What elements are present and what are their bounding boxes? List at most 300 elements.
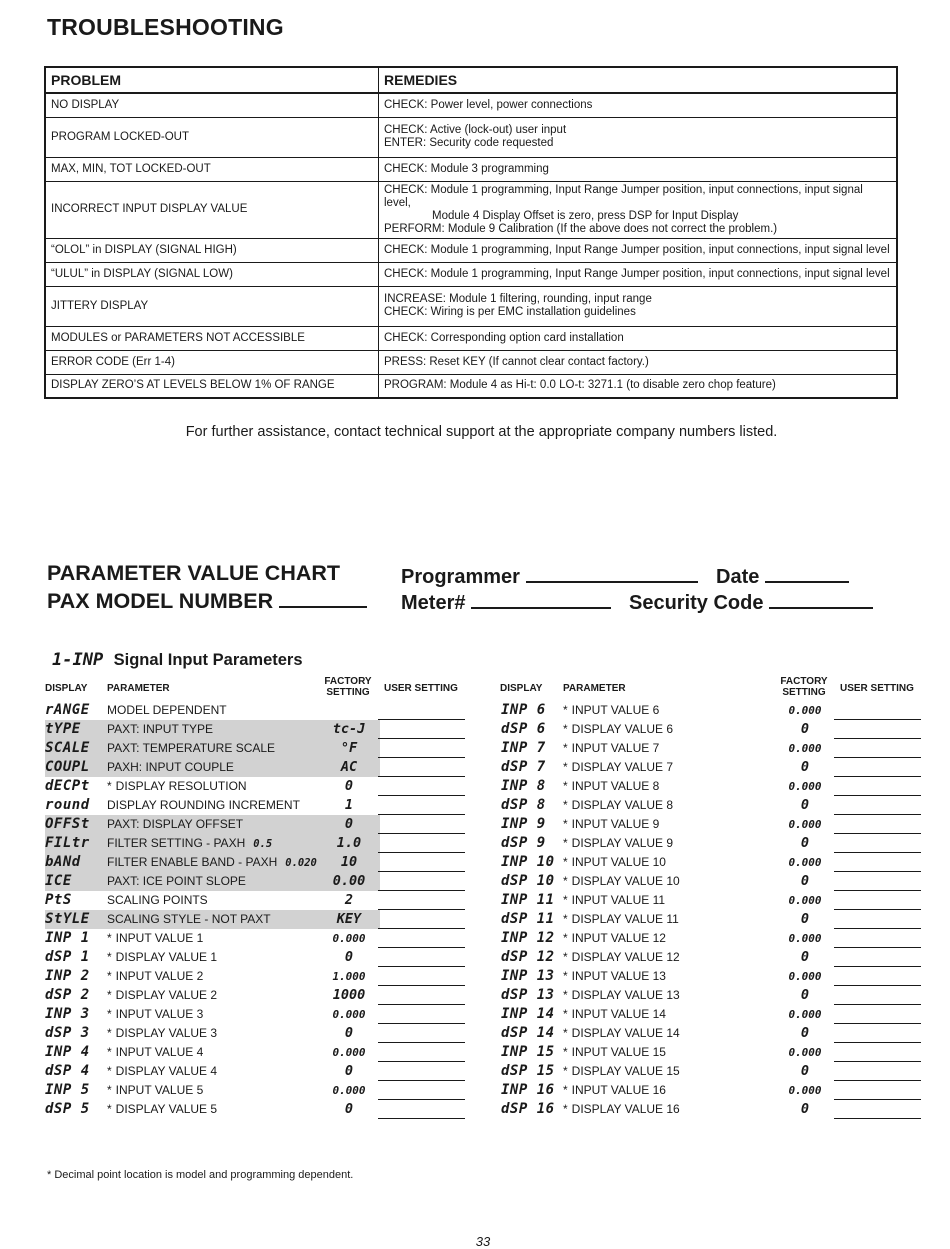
footnote-asterisk: * xyxy=(563,912,568,926)
parameter-row xyxy=(501,815,923,834)
factory-setting: 0 xyxy=(800,911,810,927)
remedy-line: CHECK: Module 1 programming, Input Range Jumper position, input connections, input signal level xyxy=(384,243,890,256)
factory-setting: 0.000 xyxy=(332,932,366,945)
factory-header-line1: FACTORY xyxy=(780,676,828,687)
parameter-label xyxy=(107,929,203,948)
parameter-text: DISPLAY VALUE 7 xyxy=(571,760,674,774)
parameter-text: DISPLAY VALUE 12 xyxy=(571,950,680,964)
parameter-row xyxy=(501,834,923,853)
remedy-line: ENTER: Security code requested xyxy=(384,137,554,149)
parameter-row xyxy=(45,1024,467,1043)
factory-setting: 0.000 xyxy=(788,1046,822,1059)
parameter-label xyxy=(107,872,246,891)
parameter-text: PAXT: TEMPERATURE SCALE xyxy=(107,741,276,755)
remedies-cell xyxy=(379,350,898,374)
problem-header: PROBLEM xyxy=(45,67,379,93)
problem-cell: “OLOL” in DISPLAY (SIGNAL HIGH) xyxy=(45,238,379,262)
parameter-text: INPUT VALUE 13 xyxy=(571,969,666,983)
factory-setting: 0.000 xyxy=(332,1008,366,1021)
parameter-text: SCALING STYLE - NOT PAXT xyxy=(107,912,271,926)
factory-setting: 0 xyxy=(800,797,810,813)
display-code: dSP 2 xyxy=(45,987,90,1003)
footnote-asterisk: * xyxy=(563,703,568,717)
factory-header-line1: FACTORY xyxy=(324,676,372,687)
footnote-asterisk: * xyxy=(563,741,568,755)
display-code: PtS xyxy=(45,892,72,908)
footnote-asterisk: * xyxy=(563,988,568,1002)
factory-setting: 0.000 xyxy=(788,932,822,945)
programmer-field xyxy=(401,562,698,590)
footnote-asterisk: * xyxy=(563,836,568,850)
factory-setting: 0 xyxy=(800,1063,810,1079)
date-blank[interactable] xyxy=(765,562,849,583)
right-parameter-header: PARAMETER xyxy=(563,683,626,694)
remedies-cell xyxy=(379,181,898,238)
parameter-label xyxy=(563,872,680,891)
remedy-line: PERFORM: Module 9 Calibration (If the above does not correct the problem.) xyxy=(384,222,778,235)
factory-setting: 0 xyxy=(344,1101,354,1117)
parameter-text: DISPLAY VALUE 10 xyxy=(571,874,680,888)
model-number-field xyxy=(47,587,367,614)
display-code: INP 10 xyxy=(501,854,555,870)
user-setting-blank[interactable] xyxy=(834,1118,921,1119)
date-field xyxy=(716,562,849,590)
parameter-text: DISPLAY VALUE 13 xyxy=(571,988,680,1002)
parameter-label xyxy=(563,910,679,929)
parameter-label xyxy=(107,701,227,720)
parameter-label xyxy=(107,1005,203,1024)
display-code: dSP 7 xyxy=(501,759,546,775)
display-code: INP 7 xyxy=(501,740,546,756)
meter-label: Meter# xyxy=(401,592,466,614)
parameter-text: DISPLAY VALUE 6 xyxy=(571,722,674,736)
parameter-row xyxy=(501,1024,923,1043)
factory-setting: 1.0 xyxy=(336,835,362,851)
troubleshooting-title: TROUBLESHOOTING xyxy=(47,14,284,40)
parameter-text: FILTER SETTING - PAXH xyxy=(107,836,246,850)
parameter-text: INPUT VALUE 12 xyxy=(571,931,666,945)
factory-setting: 0.000 xyxy=(788,970,822,983)
parameter-label xyxy=(107,891,208,910)
parameter-label xyxy=(563,739,659,758)
parameter-text: FILTER ENABLE BAND - PAXH xyxy=(107,855,278,869)
footnote-asterisk: * xyxy=(563,969,568,983)
parameter-label xyxy=(563,720,673,739)
parameter-label xyxy=(563,834,673,853)
table-header-row xyxy=(45,67,897,93)
factory-setting: 0.000 xyxy=(788,1008,822,1021)
parameter-label xyxy=(107,1062,217,1081)
parameter-text: DISPLAY VALUE 16 xyxy=(571,1102,680,1116)
display-code: bANd xyxy=(45,854,81,870)
left-parameter-header: PARAMETER xyxy=(107,683,170,694)
footnote-asterisk: * xyxy=(563,1007,568,1021)
paxh-factory-value: 0.5 xyxy=(253,838,273,850)
parameter-text: DISPLAY RESOLUTION xyxy=(115,779,247,793)
parameter-row xyxy=(45,929,467,948)
parameter-row xyxy=(501,796,923,815)
remedy-line: CHECK: Module 3 programming xyxy=(384,162,549,175)
model-number-blank[interactable] xyxy=(279,587,367,608)
factory-setting: 0 xyxy=(344,778,354,794)
parameter-text: MODEL DEPENDENT xyxy=(107,703,227,717)
parameter-row xyxy=(501,758,923,777)
section-title xyxy=(52,650,303,670)
factory-setting: 0.000 xyxy=(788,780,822,793)
display-code: dSP 6 xyxy=(501,721,546,737)
parameter-text: DISPLAY VALUE 2 xyxy=(115,988,218,1002)
chart-title: PARAMETER VALUE CHART xyxy=(47,561,341,585)
display-code: INP 3 xyxy=(45,1006,90,1022)
factory-setting: 0.000 xyxy=(788,704,822,717)
right-factory-header xyxy=(774,676,834,698)
left-factory-header xyxy=(318,676,378,698)
display-code: dSP 16 xyxy=(501,1101,555,1117)
parameter-row xyxy=(501,853,923,872)
display-code: round xyxy=(45,797,90,813)
problem-cell: JITTERY DISPLAY xyxy=(45,286,379,326)
left-user-header: USER SETTING xyxy=(384,683,458,694)
factory-setting: AC xyxy=(340,759,358,775)
parameter-text: PAXT: ICE POINT SLOPE xyxy=(107,874,246,888)
section-label: Signal Input Parameters xyxy=(113,651,303,669)
factory-header-line2: SETTING xyxy=(326,687,370,698)
footnote-asterisk: * xyxy=(563,798,568,812)
parameter-text: DISPLAY VALUE 8 xyxy=(571,798,674,812)
remedies-cell xyxy=(379,117,898,157)
display-code: FILtr xyxy=(45,835,90,851)
parameter-label xyxy=(107,910,271,929)
right-user-header: USER SETTING xyxy=(840,683,914,694)
parameter-text: DISPLAY VALUE 11 xyxy=(571,912,679,926)
display-code: INP 15 xyxy=(501,1044,555,1060)
parameter-text: INPUT VALUE 15 xyxy=(571,1045,666,1059)
factory-setting: 0 xyxy=(800,987,810,1003)
display-code: INP 16 xyxy=(501,1082,555,1098)
troubleshooting-table xyxy=(44,66,898,399)
footnote-asterisk: * xyxy=(107,1083,112,1097)
table-row xyxy=(45,181,897,238)
parameter-row xyxy=(501,967,923,986)
factory-setting: 0 xyxy=(344,1025,354,1041)
parameter-label xyxy=(107,834,272,854)
parameter-label xyxy=(107,777,247,796)
parameter-label xyxy=(107,1043,203,1062)
footnote-asterisk: * xyxy=(107,1026,112,1040)
display-code: INP 8 xyxy=(501,778,546,794)
factory-setting: 1000 xyxy=(332,987,366,1003)
parameter-label xyxy=(107,1081,203,1100)
parameter-text: INPUT VALUE 6 xyxy=(571,703,660,717)
display-code: ICE xyxy=(45,873,72,889)
security-code-label: Security Code xyxy=(629,592,764,614)
troubleshooting-body xyxy=(45,93,897,398)
table-row xyxy=(45,238,897,262)
parameter-row xyxy=(45,910,467,929)
remedy-line: CHECK: Wiring is per EMC installation guidelines xyxy=(384,306,636,318)
display-code: COUPL xyxy=(45,759,90,775)
parameter-row xyxy=(45,815,467,834)
footnote-asterisk: * xyxy=(563,855,568,869)
problem-cell: ERROR CODE (Err 1-4) xyxy=(45,350,379,374)
factory-setting: 0 xyxy=(800,759,810,775)
factory-setting: 0 xyxy=(344,949,354,965)
factory-setting: °F xyxy=(340,740,358,756)
parameter-label xyxy=(563,891,665,910)
factory-setting: KEY xyxy=(336,911,362,927)
footnote-asterisk: * xyxy=(563,874,568,888)
display-code: INP 2 xyxy=(45,968,90,984)
display-code: dSP 4 xyxy=(45,1063,90,1079)
remedies-cell xyxy=(379,374,898,398)
parameter-row xyxy=(45,739,467,758)
factory-setting: 0 xyxy=(800,1101,810,1117)
problem-cell: DISPLAY ZERO’S AT LEVELS BELOW 1% OF RANGE xyxy=(45,374,379,398)
footnote-asterisk: * xyxy=(563,931,568,945)
display-code: SCALE xyxy=(45,740,90,756)
parameter-text: DISPLAY VALUE 3 xyxy=(115,1026,218,1040)
display-code: INP 5 xyxy=(45,1082,90,1098)
factory-setting: 0.000 xyxy=(788,1084,822,1097)
parameter-row xyxy=(501,1043,923,1062)
parameter-text: INPUT VALUE 10 xyxy=(571,855,666,869)
remedies-cell xyxy=(379,326,898,350)
parameter-row xyxy=(501,701,923,720)
parameter-text: INPUT VALUE 11 xyxy=(571,893,666,907)
footnote-asterisk: * xyxy=(563,1045,568,1059)
footnote-asterisk: * xyxy=(563,1083,568,1097)
parameter-text: INPUT VALUE 9 xyxy=(571,817,660,831)
security-code-blank[interactable] xyxy=(769,588,873,609)
meter-blank[interactable] xyxy=(471,588,611,609)
display-code: INP 11 xyxy=(501,892,555,908)
factory-setting: 0.000 xyxy=(788,856,822,869)
parameter-row xyxy=(45,1081,467,1100)
problem-cell: MAX, MIN, TOT LOCKED-OUT xyxy=(45,157,379,181)
parameter-label xyxy=(107,758,234,777)
parameter-label xyxy=(107,720,213,739)
display-code: dSP 14 xyxy=(501,1025,555,1041)
factory-setting: 0 xyxy=(800,873,810,889)
remedy-line: CHECK: Active (lock-out) user input xyxy=(384,124,567,136)
factory-setting: 0.000 xyxy=(788,894,822,907)
display-code: dSP 11 xyxy=(501,911,555,927)
problem-cell: PROGRAM LOCKED-OUT xyxy=(45,117,379,157)
parameter-text: DISPLAY VALUE 4 xyxy=(115,1064,218,1078)
footnote-asterisk: * xyxy=(107,931,112,945)
footnote-asterisk: * xyxy=(563,779,568,793)
parameter-label xyxy=(563,967,666,986)
problem-cell: “ULUL” in DISPLAY (SIGNAL LOW) xyxy=(45,262,379,286)
parameter-row xyxy=(501,720,923,739)
assistance-note: For further assistance, contact technical support at the appropriate company numbers listed. xyxy=(185,424,778,440)
parameter-text: INPUT VALUE 4 xyxy=(115,1045,204,1059)
parameter-text: PAXT: DISPLAY OFFSET xyxy=(107,817,244,831)
parameter-row xyxy=(501,891,923,910)
footnote-asterisk: * xyxy=(107,969,112,983)
parameter-row xyxy=(501,1005,923,1024)
remedies-cell xyxy=(379,93,898,117)
parameter-label xyxy=(107,796,300,815)
parameter-label xyxy=(563,796,673,815)
remedy-line: CHECK: Module 1 programming, Input Range Jumper position, input connections, input signal level xyxy=(384,267,890,280)
remedies-cell xyxy=(379,157,898,181)
factory-setting: 0 xyxy=(800,721,810,737)
security-code-field xyxy=(629,588,873,616)
display-code: StYLE xyxy=(45,911,90,927)
display-code: dSP 9 xyxy=(501,835,546,851)
table-row xyxy=(45,93,897,117)
parameter-label xyxy=(563,701,659,720)
left-display-header: DISPLAY xyxy=(45,683,88,694)
parameter-text: DISPLAY VALUE 9 xyxy=(571,836,674,850)
parameter-row xyxy=(501,777,923,796)
parameter-label xyxy=(563,986,680,1005)
table-row xyxy=(45,157,897,181)
page-number: 33 xyxy=(475,1234,491,1249)
factory-setting: 0.000 xyxy=(788,742,822,755)
footnote-asterisk: * xyxy=(563,760,568,774)
remedy-line: CHECK: Corresponding option card installation xyxy=(384,331,624,344)
footnote-asterisk: * xyxy=(107,779,112,793)
programmer-blank[interactable] xyxy=(526,562,698,583)
parameter-text: SCALING POINTS xyxy=(107,893,208,907)
display-code: dSP 12 xyxy=(501,949,555,965)
parameter-row xyxy=(45,967,467,986)
parameter-row xyxy=(45,853,467,872)
footnote-asterisk: * xyxy=(563,1026,568,1040)
display-code: dSP 8 xyxy=(501,797,546,813)
parameter-text: INPUT VALUE 7 xyxy=(571,741,660,755)
display-code: dSP 1 xyxy=(45,949,90,965)
display-code: INP 1 xyxy=(45,930,90,946)
factory-setting: tc-J xyxy=(332,721,366,737)
parameter-label xyxy=(563,1100,680,1119)
parameter-label xyxy=(563,1024,680,1043)
parameter-label xyxy=(107,853,317,873)
parameter-row xyxy=(501,1062,923,1081)
parameter-text: INPUT VALUE 3 xyxy=(115,1007,204,1021)
parameter-text: INPUT VALUE 2 xyxy=(115,969,204,983)
table-row xyxy=(45,286,897,326)
display-code: INP 14 xyxy=(501,1006,555,1022)
parameter-label xyxy=(563,948,680,967)
factory-setting: 0 xyxy=(344,1063,354,1079)
display-code: dSP 15 xyxy=(501,1063,555,1079)
parameter-row xyxy=(45,796,467,815)
parameter-row xyxy=(45,758,467,777)
remedy-line: PROGRAM: Module 4 as Hi-t: 0.0 LO-t: 3271.1 (to disable zero chop feature) xyxy=(384,379,776,392)
remedy-line: CHECK: Power level, power connections xyxy=(384,98,593,111)
footnote: * Decimal point location is model and programming dependent. xyxy=(47,1169,354,1181)
remedy-line: Module 4 Display Offset is zero, press DSP for Input Display xyxy=(432,209,739,222)
parameter-row xyxy=(501,1081,923,1100)
parameter-row xyxy=(45,872,467,891)
parameter-label xyxy=(563,815,659,834)
parameter-label xyxy=(563,777,659,796)
factory-setting: 1 xyxy=(344,797,354,813)
parameter-row xyxy=(501,739,923,758)
factory-setting: 2 xyxy=(344,892,354,908)
parameter-row xyxy=(45,1062,467,1081)
parameter-label xyxy=(107,739,275,758)
display-code: INP 4 xyxy=(45,1044,90,1060)
footnote-asterisk: * xyxy=(107,1007,112,1021)
parameter-row xyxy=(45,1005,467,1024)
footnote-asterisk: * xyxy=(563,893,568,907)
parameter-label xyxy=(563,1005,666,1024)
table-row xyxy=(45,262,897,286)
parameter-label xyxy=(107,815,243,834)
display-code: dECPt xyxy=(45,778,90,794)
parameter-row xyxy=(45,891,467,910)
parameter-row xyxy=(45,948,467,967)
parameter-label xyxy=(563,853,666,872)
parameter-text: INPUT VALUE 5 xyxy=(115,1083,204,1097)
factory-setting: 1.000 xyxy=(332,970,366,983)
parameter-row xyxy=(501,910,923,929)
display-code: INP 6 xyxy=(501,702,546,718)
display-code: INP 13 xyxy=(501,968,555,984)
parameter-text: INPUT VALUE 8 xyxy=(571,779,660,793)
meter-field xyxy=(401,588,611,616)
parameter-label xyxy=(563,758,673,777)
problem-cell: MODULES or PARAMETERS NOT ACCESSIBLE xyxy=(45,326,379,350)
table-row xyxy=(45,117,897,157)
parameter-text: DISPLAY VALUE 5 xyxy=(115,1102,218,1116)
parameter-row xyxy=(45,777,467,796)
section-code: 1-INP xyxy=(52,650,104,670)
parameter-text: PAXH: INPUT COUPLE xyxy=(107,760,234,774)
date-label: Date xyxy=(716,566,760,588)
display-code: dSP 3 xyxy=(45,1025,90,1041)
display-code: INP 12 xyxy=(501,930,555,946)
parameter-text: DISPLAY VALUE 1 xyxy=(115,950,218,964)
problem-cell: INCORRECT INPUT DISPLAY VALUE xyxy=(45,181,379,238)
factory-setting: 0 xyxy=(344,816,354,832)
user-setting-blank[interactable] xyxy=(378,1118,465,1119)
parameter-row xyxy=(501,1100,923,1119)
parameter-text: INPUT VALUE 1 xyxy=(115,931,204,945)
footnote-asterisk: * xyxy=(563,1064,568,1078)
right-display-header: DISPLAY xyxy=(500,683,543,694)
footnote-asterisk: * xyxy=(563,1102,568,1116)
table-row xyxy=(45,374,897,398)
factory-setting: 0.000 xyxy=(332,1084,366,1097)
factory-setting: 0 xyxy=(800,1025,810,1041)
parameter-row xyxy=(501,948,923,967)
parameter-row xyxy=(45,720,467,739)
display-code: INP 9 xyxy=(501,816,546,832)
parameter-text: DISPLAY ROUNDING INCREMENT xyxy=(107,798,300,812)
table-row xyxy=(45,326,897,350)
factory-setting: 10 xyxy=(340,854,358,870)
parameter-label xyxy=(563,929,666,948)
remedies-cell xyxy=(379,262,898,286)
parameter-text: DISPLAY VALUE 15 xyxy=(571,1064,680,1078)
parameter-row xyxy=(501,986,923,1005)
factory-header-line2: SETTING xyxy=(782,687,826,698)
display-code: dSP 13 xyxy=(501,987,555,1003)
parameter-label xyxy=(107,1100,217,1119)
footnote-asterisk: * xyxy=(563,950,568,964)
parameter-text: DISPLAY VALUE 14 xyxy=(571,1026,680,1040)
display-code: OFFSt xyxy=(45,816,90,832)
remedies-header: REMEDIES xyxy=(379,67,898,93)
footnote-asterisk: * xyxy=(107,1045,112,1059)
parameter-row xyxy=(45,701,467,720)
parameter-label xyxy=(107,986,217,1005)
